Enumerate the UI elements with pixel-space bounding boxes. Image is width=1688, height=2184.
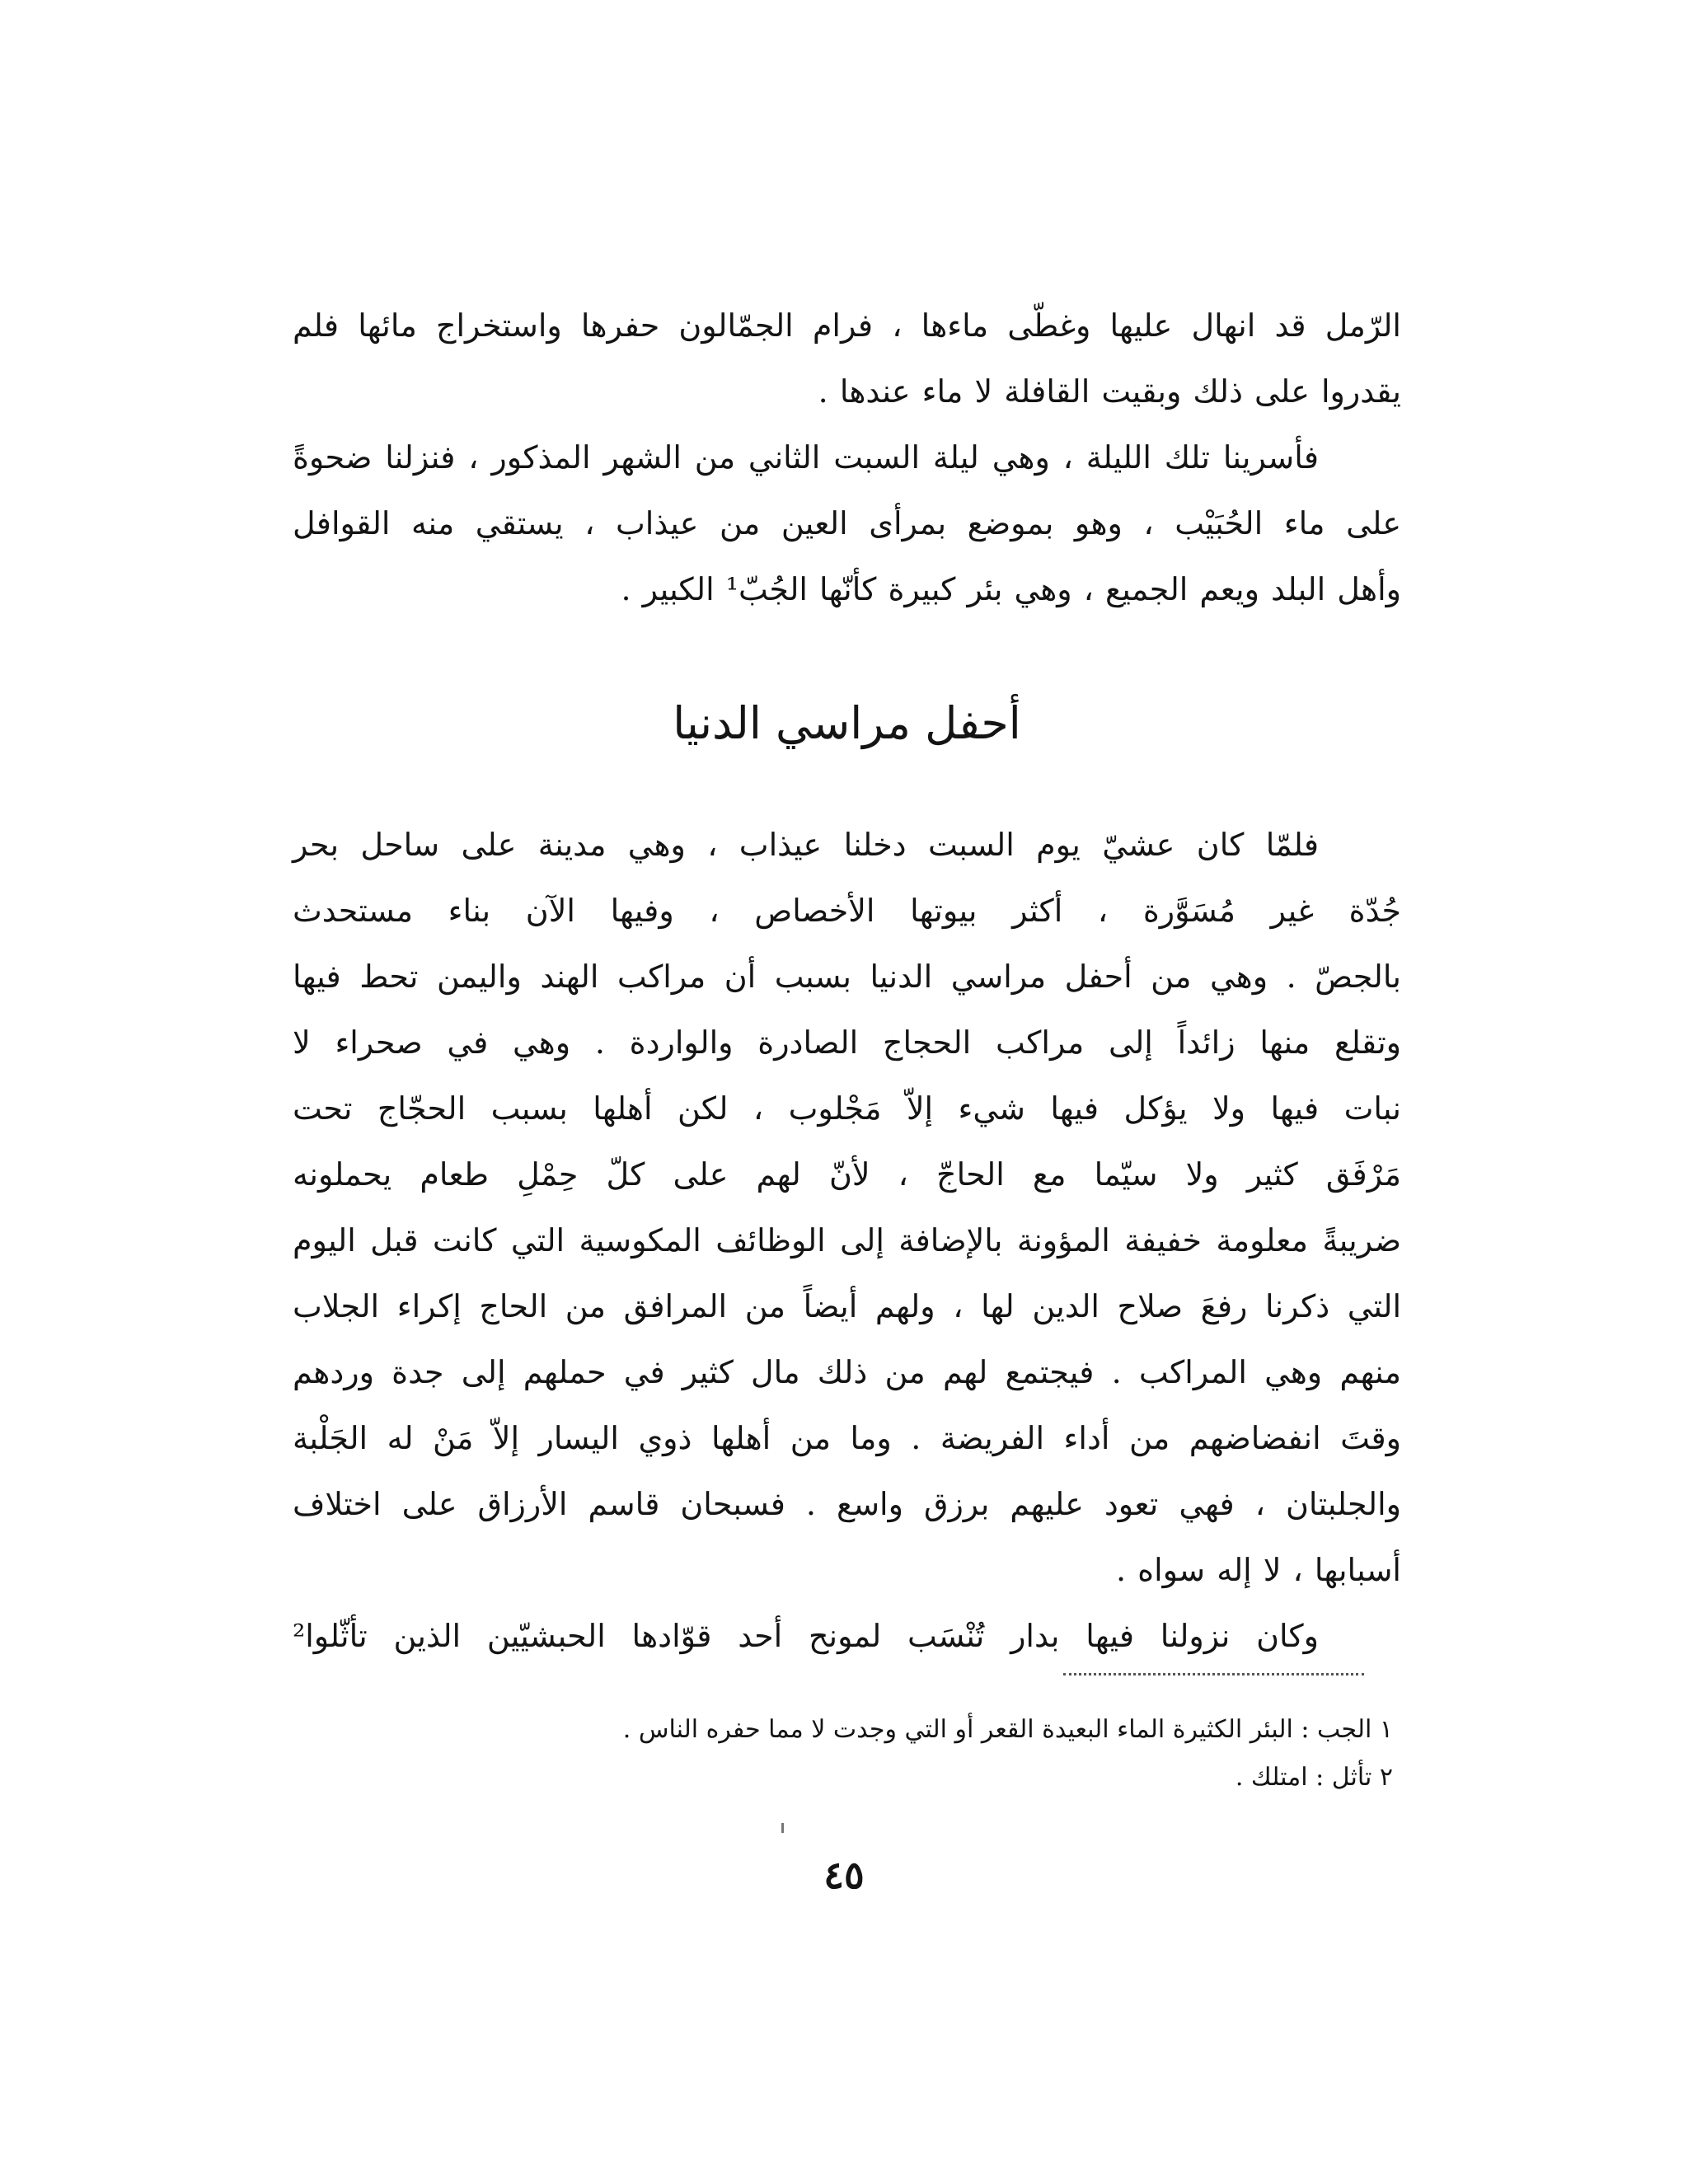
footnote-2: ٢ تأثل : امتلك . (1235, 1763, 1393, 1792)
text-line: وقتَ انفضاضهم من أداء الفريضة . وما من أهلها ذوي اليسار إلاّ مَنْ له الجَلْبة (293, 1420, 1401, 1456)
text-line: نبات فيها ولا يؤكل فيها شيء إلاّ مَجْلوب ، لكن أهلها بسبب الحجّاج تحت (293, 1090, 1401, 1127)
scan-speck (781, 1823, 784, 1833)
section-heading: أحفل مراسي الدنيا (673, 697, 1021, 749)
text-line: فلمّا كان عشيّ يوم السبت دخلنا عيذاب ، وهي مدينة على ساحل بحر (293, 827, 1319, 863)
text-line: وتقلع منها زائداً إلى مراكب الحجاج الصادرة والواردة . وهي في صحراء لا (293, 1024, 1401, 1061)
text-line: أسبابها ، لا إله سواه . (1116, 1552, 1401, 1588)
text-line: التي ذكرنا رفعَ صلاح الدين لها ، ولهم أيضاً من المرافق من الحاج إكراء الجلاب (293, 1288, 1401, 1324)
text-line: وأهل البلد ويعم الجميع ، وهي بئر كبيرة كأنّها الجُبّ¹ الكبير . (621, 571, 1401, 607)
text-line: الرّمل قد انهال عليها وغطّى ماءها ، فرام الجمّالون حفرها واستخراج مائها فلم (293, 307, 1401, 344)
text-line: يقدروا على ذلك وبقيت القافلة لا ماء عندها . (818, 373, 1401, 410)
text-line: بالجصّ . وهي من أحفل مراسي الدنيا بسبب أن مراكب الهند واليمن تحط فيها (293, 958, 1401, 995)
text-line: فأسرينا تلك الليلة ، وهي ليلة السبت الثاني من الشهر المذكور ، فنزلنا ضحوةً (293, 439, 1319, 476)
footnote-1: ١ الجب : البئر الكثيرة الماء البعيدة القعر أو التي وجدت لا مما حفره الناس . (622, 1715, 1393, 1744)
paragraph-block-top (293, 293, 1401, 622)
text-line: منهم وهي المراكب . فيجتمع لهم من ذلك مال كثير في حملهم إلى جدة وردهم (293, 1354, 1401, 1390)
paragraph-block-main (293, 812, 1401, 1669)
text-line: والجلبتان ، فهي تعود عليهم برزق واسع . فسبحان قاسم الأرزاق على اختلاف (293, 1486, 1401, 1522)
text-line: وكان نزولنا فيها بدار تُنْسَب لمونح أحد قوّادها الحبشيّين الذين تأثّلوا² (293, 1618, 1319, 1654)
page-number: ٤٥ (823, 1853, 865, 1897)
text-line: مَرْفَق كثير ولا سيّما مع الحاجّ ، لأنّ لهم على كلّ حِمْلِ طعام يحملونه (293, 1156, 1401, 1193)
text-line: ضريبةً معلومة خفيفة المؤونة بالإضافة إلى الوظائف المكوسية التي كانت قبل اليوم (293, 1222, 1401, 1258)
footnotes (293, 1706, 1393, 1802)
text-line: على ماء الحُبَيْب ، وهو بموضع بمرأى العين من عيذاب ، يستقي منه القوافل (293, 505, 1401, 541)
footnote-separator (1063, 1673, 1364, 1675)
text-line: جُدّة غير مُسَوَّرة ، أكثر بيوتها الأخصاص ، وفيها الآن بناء مستحدث (293, 893, 1401, 929)
